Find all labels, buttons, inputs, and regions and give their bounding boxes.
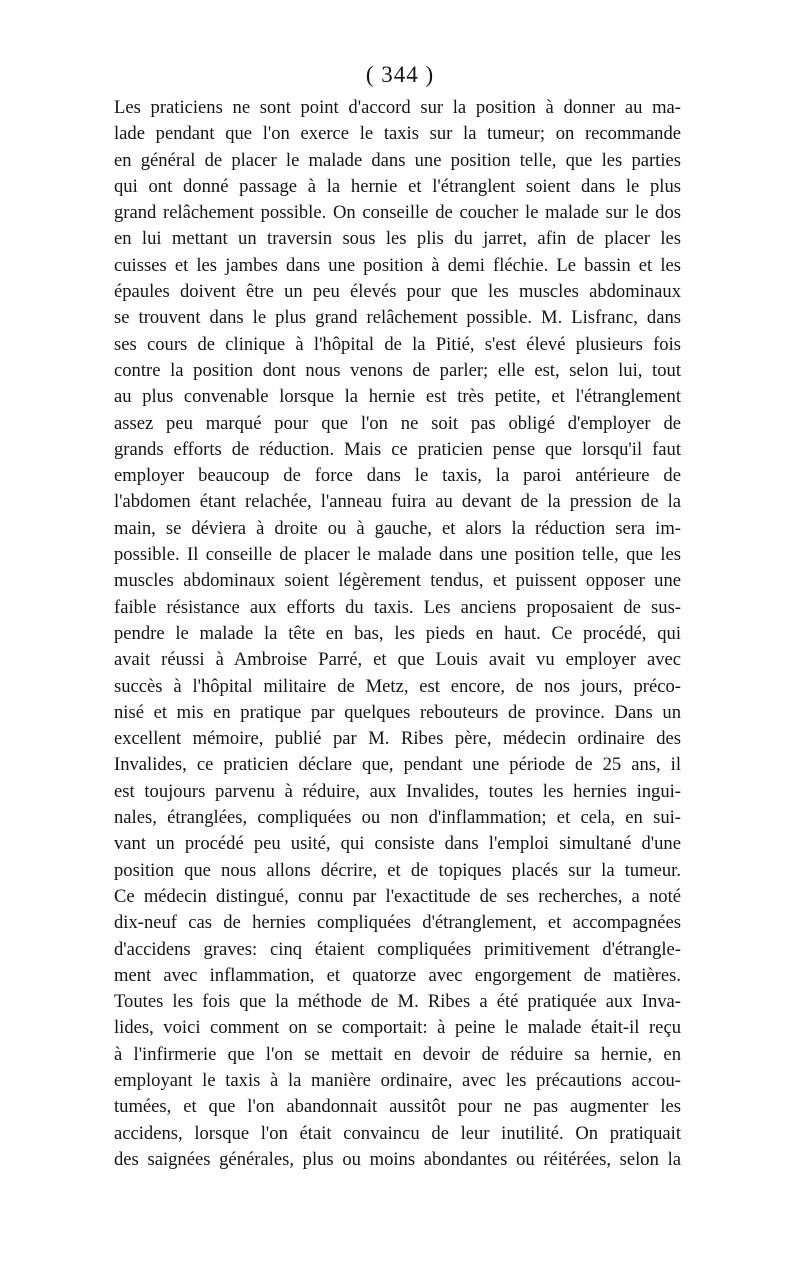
text-line: contre la position dont nous venons de parler; elle est, selon lui, tout (114, 359, 681, 381)
text-line: qui ont donné passage à la hernie et l'étranglent soient dans le plus (114, 175, 681, 197)
text-line: ment avec inflammation, et quatorze avec engorgement de matières. (114, 964, 681, 986)
text-line: en lui mettant un traversin sous les plis du jarret, afin de placer les (114, 228, 681, 250)
text-line: des saignées générales, plus ou moins abondantes ou réitérées, selon la (114, 1148, 681, 1170)
text-line: faible résistance aux efforts du taxis. Les anciens proposaient de sus- (114, 596, 681, 618)
text-line: en général de placer le malade dans une position telle, que les parties (114, 149, 681, 171)
text-line: à l'infirmerie que l'on se mettait en devoir de réduire sa hernie, en (114, 1043, 681, 1065)
text-line: d'accidens graves: cinq étaient compliquées primitivement d'étrangle- (114, 938, 681, 960)
page-number: ( 344 ) (365, 62, 435, 87)
text-line: se trouvent dans le plus grand relâchement possible. M. Lisfranc, dans (114, 307, 681, 329)
text-line: employer beaucoup de force dans le taxis, la paroi antérieure de (114, 465, 681, 487)
text-line: est toujours parvenu à réduire, aux Invalides, toutes les hernies ingui- (114, 780, 681, 802)
text-line: employant le taxis à la manière ordinaire, avec les précautions accou- (114, 1069, 681, 1091)
text-line: dix-neuf cas de hernies compliquées d'étranglement, et accompagnées (114, 912, 681, 934)
text-line: nales, étranglées, compliquées ou non d'inflammation; et cela, en sui- (114, 807, 681, 829)
text-line: Les praticiens ne sont point d'accord sur la position à donner au ma- (114, 97, 681, 118)
text-line: possible. Il conseille de placer le malade dans une position telle, que les (114, 544, 681, 566)
text-line: grand relâchement possible. On conseille de coucher le malade sur le dos (114, 202, 681, 224)
text-line: main, se déviera à droite ou à gauche, et alors la réduction sera im- (114, 517, 681, 539)
text-line: lides, voici comment on se comportait: à peine le malade était-il reçu (114, 1017, 681, 1039)
text-line: l'abdomen étant relachée, l'anneau fuira au devant de la pression de la (114, 491, 681, 513)
text-line: lade pendant que l'on exerce le taxis sur la tumeur; on recommande (114, 123, 681, 145)
text-line: pendre le malade la tête en bas, les pieds en haut. Ce procédé, qui (114, 622, 681, 644)
text-line: succès à l'hôpital militaire de Metz, est encore, de nos jours, préco- (114, 675, 681, 697)
text-line: tumées, et que l'on abandonnait aussitôt pour ne pas augmenter les (114, 1096, 681, 1118)
text-line: cuisses et les jambes dans une position à demi fléchie. Le bassin et les (114, 254, 681, 276)
text-line: ses cours de clinique à l'hôpital de la Pitié, s'est élevé plusieurs fois (114, 333, 681, 355)
text-line: vant un procédé peu usité, qui consiste dans l'emploi simultané d'une (114, 833, 681, 855)
text-line: Invalides, ce praticien déclare que, pendant une période de 25 ans, il (114, 754, 681, 776)
body-text (114, 95, 681, 1173)
text-line: accidens, lorsque l'on était convaincu de leur inutilité. On pratiquait (114, 1122, 681, 1144)
text-line: Toutes les fois que la méthode de M. Ribes a été pratiquée aux Inva- (114, 991, 681, 1013)
text-line: excellent mémoire, publié par M. Ribes père, médecin ordinaire des (114, 728, 681, 750)
text-line: au plus convenable lorsque la hernie est très petite, et l'étranglement (114, 386, 681, 408)
text-line: Ce médecin distingué, connu par l'exactitude de ses recherches, a noté (114, 885, 681, 907)
text-line: avait réussi à Ambroise Parré, et que Louis avait vu employer avec (114, 649, 681, 671)
text-line: épaules doivent être un peu élevés pour que les muscles abdominaux (114, 281, 681, 303)
text-line: muscles abdominaux soient légèrement tendus, et puissent opposer une (114, 570, 681, 592)
text-line: position que nous allons décrire, et de topiques placés sur la tumeur. (114, 859, 681, 881)
text-line: grands efforts de réduction. Mais ce praticien pense que lorsqu'il faut (114, 438, 681, 460)
text-line: assez peu marqué pour que l'on ne soit pas obligé d'employer de (114, 412, 681, 434)
text-line: nisé et mis en pratique par quelques rebouteurs de province. Dans un (114, 701, 681, 723)
